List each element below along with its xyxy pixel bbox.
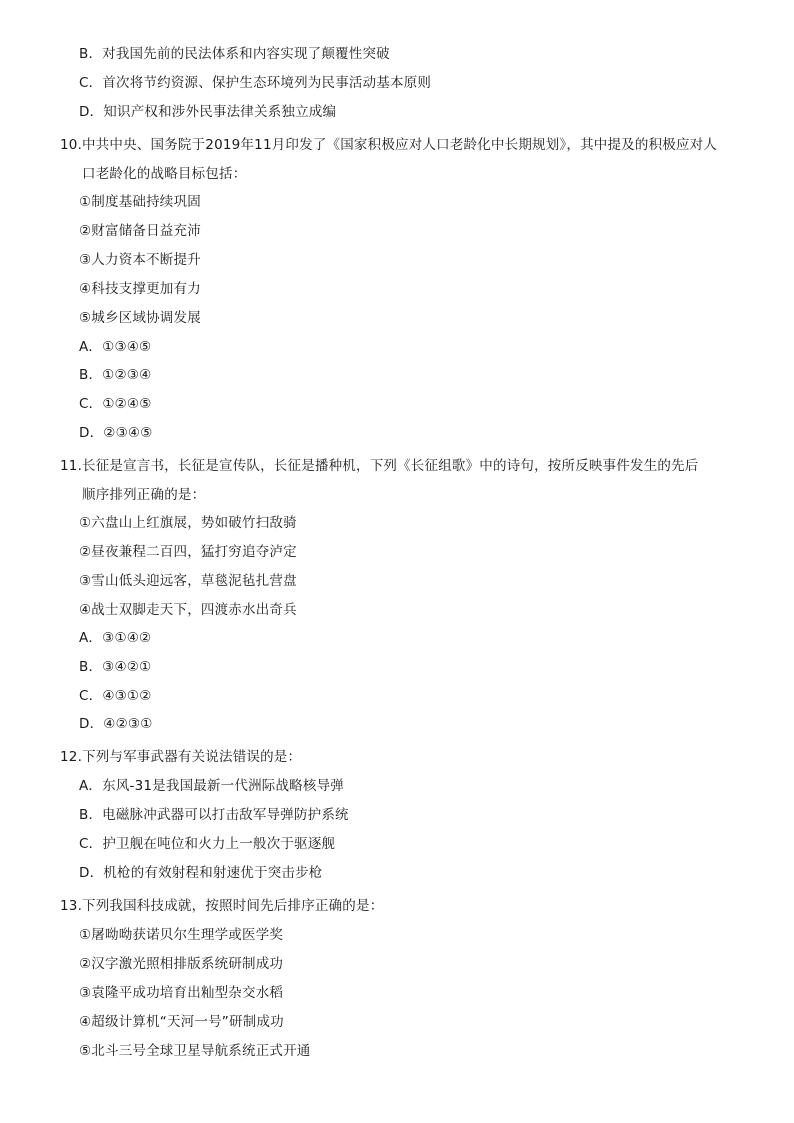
- q11-item-3: ③雪山低头迎远客，草毯泥毡扎营盘: [79, 573, 297, 589]
- q11-option-a: A．③①④②: [79, 630, 152, 646]
- q12-option-d: D．机枪的有效射程和射速优于突击步枪: [79, 865, 323, 881]
- q10-number: 10.: [60, 137, 83, 153]
- q9-option-d: D．知识产权和涉外民事法律关系独立成编: [79, 104, 337, 120]
- q11-item-4: ④战士双脚走天下，四渡赤水出奇兵: [79, 602, 297, 618]
- q10-item-5: ⑤城乡区域协调发展: [79, 310, 201, 326]
- q11-stem-line1: [60, 456, 699, 476]
- q10-stem-line2: 口老龄化的战略目标包括：: [82, 166, 247, 182]
- q10-option-d: D．②③④⑤: [79, 425, 153, 441]
- q11-stem-line2: 顺序排列正确的是：: [82, 487, 206, 503]
- q12-option-c: C．护卫舰在吨位和火力上一般次于驱逐舰: [79, 836, 336, 852]
- q10-item-4: ④科技支撑更加有力: [79, 281, 201, 297]
- q12-stem-text: 下列与军事武器有关说法错误的是：: [82, 749, 302, 765]
- q10-stem-text: 中共中央、国务院于2019年11月印发了《国家积极应对人口老龄化中长期规划》，其中提及的积极应对人: [82, 137, 718, 153]
- q12-stem-line1: [60, 747, 301, 767]
- q12-number: 12.: [60, 749, 83, 765]
- q10-option-b: B．①②③④: [79, 367, 152, 383]
- q13-stem-line1: [60, 896, 383, 916]
- q11-option-d: D．④②③①: [79, 716, 153, 732]
- q13-item-2: ②汉字激光照相排版系统研制成功: [79, 956, 284, 972]
- q11-item-1: ①六盘山上红旗展，势如破竹扫敌骑: [79, 515, 297, 531]
- q10-stem-line1: [60, 135, 717, 155]
- q13-item-3: ③袁隆平成功培育出籼型杂交水稻: [79, 985, 284, 1001]
- q13-number: 13.: [60, 898, 83, 914]
- q11-stem-text: 长征是宣言书，长征是宣传队，长征是播种机，下列《长征组歌》中的诗句，按所反映事件发生的先后: [82, 458, 699, 474]
- q10-option-c: C．①②④⑤: [79, 396, 152, 412]
- q10-item-2: ②财富储备日益充沛: [79, 223, 201, 239]
- q10-option-a: A．①③④⑤: [79, 339, 152, 355]
- q10-item-1: ①制度基础持续巩固: [79, 194, 201, 210]
- q13-item-1: ①屠呦呦获诺贝尔生理学或医学奖: [79, 927, 284, 943]
- q13-item-4: ④超级计算机“天河一号”研制成功: [79, 1014, 284, 1030]
- q9-option-b: B．对我国先前的民法体系和内容实现了颠覆性突破: [79, 46, 390, 62]
- q11-item-2: ②昼夜兼程二百四，猛打穷追夺泸定: [79, 544, 297, 560]
- q12-option-a: A．东风-31是我国最新一代洲际战略核导弹: [79, 778, 344, 794]
- q12-option-b: B．电磁脉冲武器可以打击敌军导弹防护系统: [79, 807, 349, 823]
- q9-option-c: C．首次将节约资源、保护生态环境列为民事活动基本原则: [79, 75, 432, 91]
- q11-option-b: B．③④②①: [79, 659, 152, 675]
- q13-stem-text: 下列我国科技成就，按照时间先后排序正确的是：: [82, 898, 384, 914]
- q11-number: 11.: [60, 458, 83, 474]
- q13-item-5: ⑤北斗三号全球卫星导航系统正式开通: [79, 1043, 311, 1059]
- q10-item-3: ③人力资本不断提升: [79, 252, 201, 268]
- q11-option-c: C．④③①②: [79, 688, 152, 704]
